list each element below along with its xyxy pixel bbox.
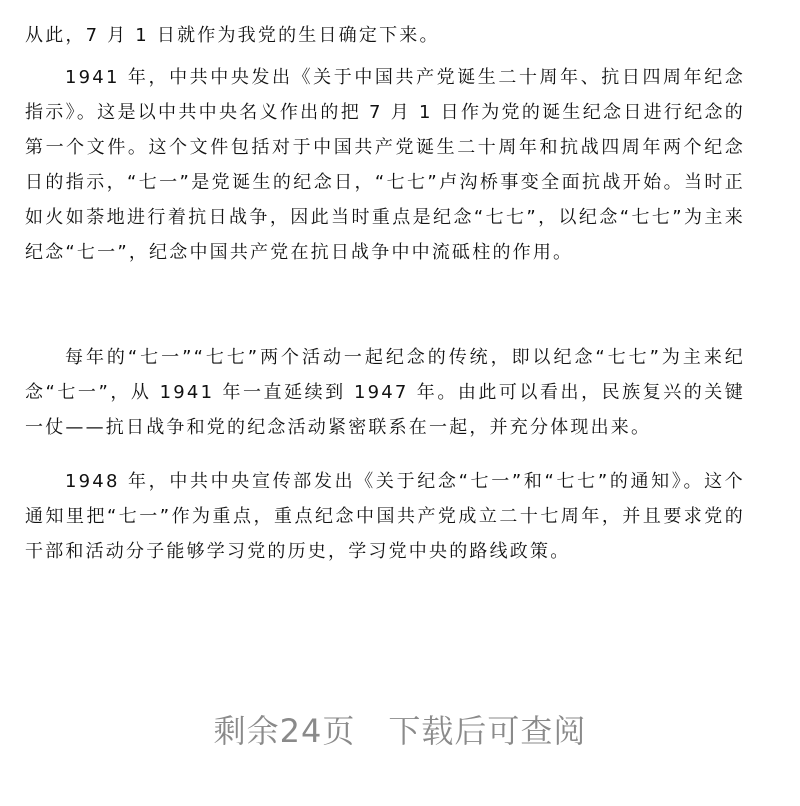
- paragraph: 1948 年，中共中央宣传部发出《关于纪念“七一”和“七七”的通知》。这个通知里把“七一”作为重点，重点纪念中国共产党成立二十七周年，并且要求党的干部和活动分子能够学习党的历史，学习党中央的路线政策。: [25, 471, 745, 562]
- paragraph: 每年的“七一”“七七”两个活动一起纪念的传统，即以纪念“七七”为主来纪念“七一”，从 1941 年一直延续到 1947 年。由此可以看出，民族复兴的关键一仗——抗日战争和党的纪念活动紧密联系在一起，并充分体现出来。: [25, 347, 745, 438]
- remaining-pages-prompt[interactable]: 剩余24页 下载后可查阅: [213, 712, 587, 750]
- paragraph: 从此，7 月 1 日就作为我党的生日确定下来。: [25, 25, 440, 46]
- paragraph: 1941 年，中共中央发出《关于中国共产党诞生二十周年、抗日四周年纪念指示》。这是以中共中央名义作出的把 7 月 1 日作为党的诞生纪念日进行纪念的第一个文件。这个文件包括对于中国共产党诞生二十周年和抗战四周年两个纪念日的指示，“七一”是党诞生的纪念日，“七七”卢沟桥事变全面抗战开始。当时正如火如荼地进行着抗日战争，因此当时重点是纪念“七七”，以纪念“七七”为主来纪念“七一”，纪念中国共产党在抗日战争中中流砥柱的作用。: [25, 67, 745, 263]
